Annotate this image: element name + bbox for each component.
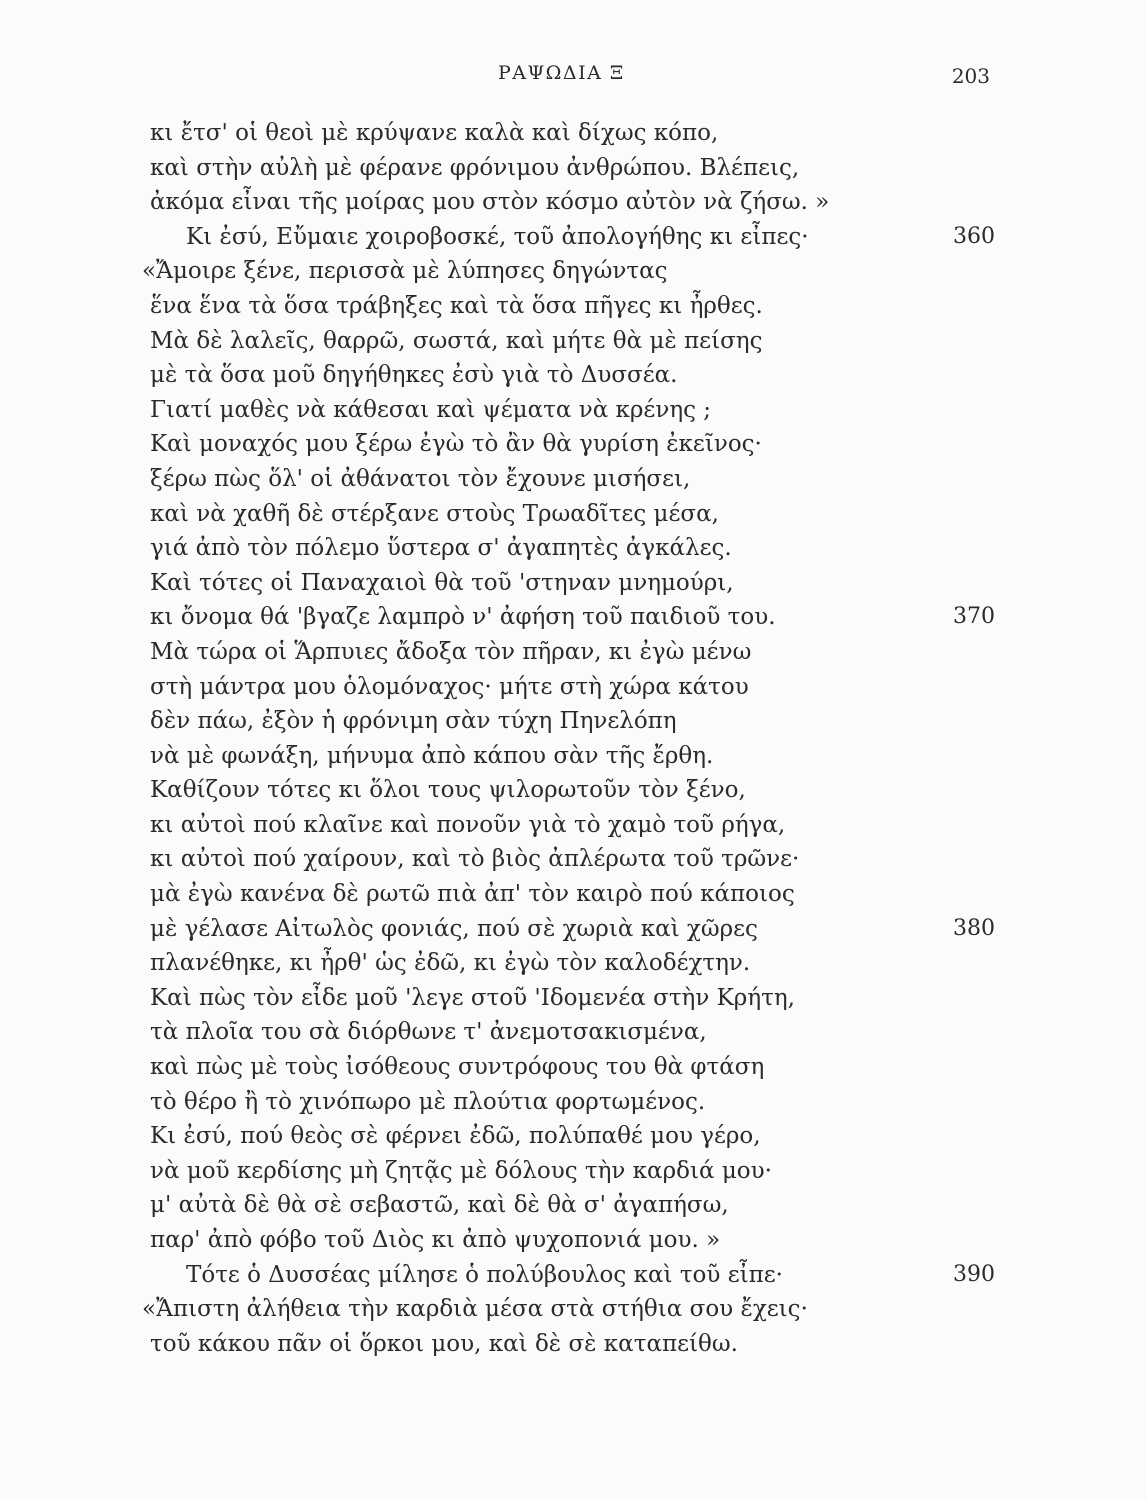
verse-line xyxy=(150,808,995,843)
verse-line xyxy=(150,981,995,1016)
verse-line xyxy=(150,497,995,532)
verse-line xyxy=(150,670,995,705)
verse-line xyxy=(150,1327,995,1362)
verse-text: τοῦ κάκου πᾶν οἱ ὅρκοι μου, καὶ δὲ σὲ καταπείθω. xyxy=(150,1330,738,1357)
verse-line xyxy=(150,739,995,774)
verse-line xyxy=(150,116,995,151)
verse-text: τὰ πλοῖα του σὰ διόρθωνε τ' ἀνεμοτσακισμένα, xyxy=(150,1019,707,1046)
verse-text: Καὶ πὼς τὸν εἶδε μοῦ 'λεγε στοῦ 'Ιδομενέα στὴν Κρήτη, xyxy=(150,984,795,1011)
verse-text: Γιατί μαθὲς νὰ κάθεσαι καὶ ψέματα νὰ κρένης ; xyxy=(150,396,712,423)
verse-text: παρ' ἀπὸ φόβο τοῦ Διὸς κι ἀπὸ ψυχοπονιά μου. » xyxy=(150,1227,721,1253)
verse-text: καὶ στὴν αὐλὴ μὲ φέρανε φρόνιμου ἀνθρώπου. Βλέπεις, xyxy=(150,154,800,181)
verse-line xyxy=(150,1154,995,1189)
verse-text: Καὶ μοναχός μου ξέρω ἐγὼ τὸ ἂν θὰ γυρίση ἐκεῖνος· xyxy=(150,431,762,458)
verse-line xyxy=(150,427,995,462)
verse-text: Μὰ τώρα οἱ Ἅρπυιες ἄδοξα τὸν πῆραν, κι ἐγὼ μένω xyxy=(150,638,752,665)
verse-line xyxy=(150,946,995,981)
verse-text: «Ἄμοιρε ξένε, περισσὰ μὲ λύπησες δηγώντας xyxy=(142,258,668,285)
verse-line xyxy=(150,531,995,566)
verse-text: μὰ ἐγὼ κανένα δὲ ρωτῶ πιὰ ἀπ' τὸν καιρὸ πού κάποιος xyxy=(150,881,795,908)
line-number: 360 xyxy=(953,223,995,249)
verse-text: Καὶ τότες οἱ Παναχαιοὶ θὰ τοῦ 'στηναν μνημούρι, xyxy=(150,569,734,596)
verse-text: κι ἔτσ' οἱ θεοὶ μὲ κρύψανε καλὰ καὶ δίχως κόπο, xyxy=(150,120,719,146)
verse-line xyxy=(150,704,995,739)
verse-text: καὶ νὰ χαθῆ δὲ στέρξανε στοὺς Τρωαδῖτες μέσα, xyxy=(150,500,719,527)
verse-lines xyxy=(142,116,995,1361)
verse-text: τὸ θέρο ἢ τὸ χινόπωρο μὲ πλούτια φορτωμένος. xyxy=(150,1088,706,1115)
page-number: 203 xyxy=(951,64,990,88)
verse-text: νὰ μοῦ κερδίσης μὴ ζητᾷς μὲ δόλους τὴν καρδιά μου· xyxy=(150,1157,772,1184)
verse-line xyxy=(150,600,995,635)
line-number: 370 xyxy=(953,604,995,630)
running-title: ΡΑΨΩΔΙΑ Ξ xyxy=(498,62,625,84)
verse-text: Κι ἐσύ, πού θεὸς σὲ φέρνει ἐδῶ, πολύπαθέ μου γέρο, xyxy=(150,1123,761,1150)
verse-text: «Ἄπιστη ἀλήθεια τὴν καρδιὰ μέσα στὰ στήθια σου ἔχεις· xyxy=(142,1296,808,1323)
verse-line xyxy=(150,1188,995,1223)
verse-line xyxy=(150,1223,995,1258)
verse-text: μὲ τὰ ὅσα μοῦ δηγήθηκες ἐσὺ γιὰ τὸ Δυσσέα. xyxy=(150,362,678,389)
verse-text: μ' αὐτὰ δὲ θὰ σὲ σεβαστῶ, καὶ δὲ θὰ σ' ἀγαπήσω, xyxy=(150,1192,729,1219)
verse-text: κι ὄνομα θά 'βγαζε λαμπρὸ ν' ἀφήση τοῦ παιδιοῦ του. xyxy=(150,604,776,631)
verse-line xyxy=(150,566,995,601)
verse-line xyxy=(150,1258,995,1293)
verse-text: Κι ἐσύ, Εὔμαιε χοιροβοσκέ, τοῦ ἀπολογήθης κι εἶπες· xyxy=(186,223,809,250)
verse-line xyxy=(150,185,995,220)
verse-line xyxy=(150,1015,995,1050)
verse-line xyxy=(150,842,995,877)
verse-text: κι αὐτοὶ πού χαίρουν, καὶ τὸ βιὸς ἀπλέρωτα τοῦ τρῶνε· xyxy=(150,846,800,873)
verse-text: πλανέθηκε, κι ἦρθ' ὡς ἐδῶ, κι ἐγὼ τὸν καλοδέχτην. xyxy=(150,950,751,977)
verse-text: Τότε ὁ Δυσσέας μίλησε ὁ πολύβουλος καὶ τοῦ εἶπε· xyxy=(186,1261,783,1288)
verse-line xyxy=(150,324,995,359)
verse-text: ἕνα ἕνα τὰ ὅσα τράβηξες καὶ τὰ ὅσα πῆγες κι ἦρθες. xyxy=(150,292,763,319)
verse-line xyxy=(150,220,995,255)
verse-line xyxy=(150,1050,995,1085)
verse-text: νὰ μὲ φωνάξη, μήνυμα ἀπὸ κάπου σὰν τῆς ἔρθη. xyxy=(150,742,714,769)
verse-line xyxy=(142,254,995,289)
verse-text: Μὰ δὲ λαλεῖς, θαρρῶ, σωστά, καὶ μήτε θὰ μὲ πείσης xyxy=(150,327,763,354)
line-number: 380 xyxy=(953,915,995,941)
verse-line xyxy=(150,912,995,947)
verse-text: καὶ πὼς μὲ τοὺς ἰσόθεους συντρόφους του θὰ φτάση xyxy=(150,1054,765,1081)
verse-text: στὴ μάντρα μου ὁλομόναχος· μήτε στὴ χώρα κάτου xyxy=(150,673,749,700)
verse-text: δὲν πάω, ἐξὸν ἡ φρόνιμη σὰν τύχη Πηνελόπη xyxy=(150,708,677,735)
line-number: 390 xyxy=(953,1261,995,1287)
verse-text: ξέρω πὼς ὅλ' οἱ ἀθάνατοι τὸν ἔχουνε μισήσει, xyxy=(150,465,691,492)
verse-line xyxy=(150,462,995,497)
verse-line xyxy=(150,358,995,393)
verse-text: γιά ἀπὸ τὸν πόλεμο ὕστερα σ' ἀγαπητὲς ἀγκάλες. xyxy=(150,535,732,562)
verse-text: ἀκόμα εἶναι τῆς μοίρας μου στὸν κόσμο αὐτὸν νὰ ζήσω. » xyxy=(150,189,830,216)
verse-line xyxy=(150,393,995,428)
verse-line xyxy=(150,1119,995,1154)
verse-line xyxy=(150,635,995,670)
page-header xyxy=(0,62,1147,92)
verse-line xyxy=(150,151,995,186)
verse-line xyxy=(142,1292,995,1327)
verse-text: κι αὐτοὶ πού κλαῖνε καὶ πονοῦν γιὰ τὸ χαμὸ τοῦ ρήγα, xyxy=(150,811,786,838)
verse-line xyxy=(150,877,995,912)
verse-text: μὲ γέλασε Αἰτωλὸς φονιάς, πού σὲ χωριὰ καὶ χῶρες xyxy=(150,915,758,942)
verse-line xyxy=(150,773,995,808)
verse-line xyxy=(150,289,995,324)
verse-text: Καθίζουν τότες κι ὅλοι τους ψιλορωτοῦν τὸν ξένο, xyxy=(150,777,746,804)
verse-line xyxy=(150,1085,995,1120)
